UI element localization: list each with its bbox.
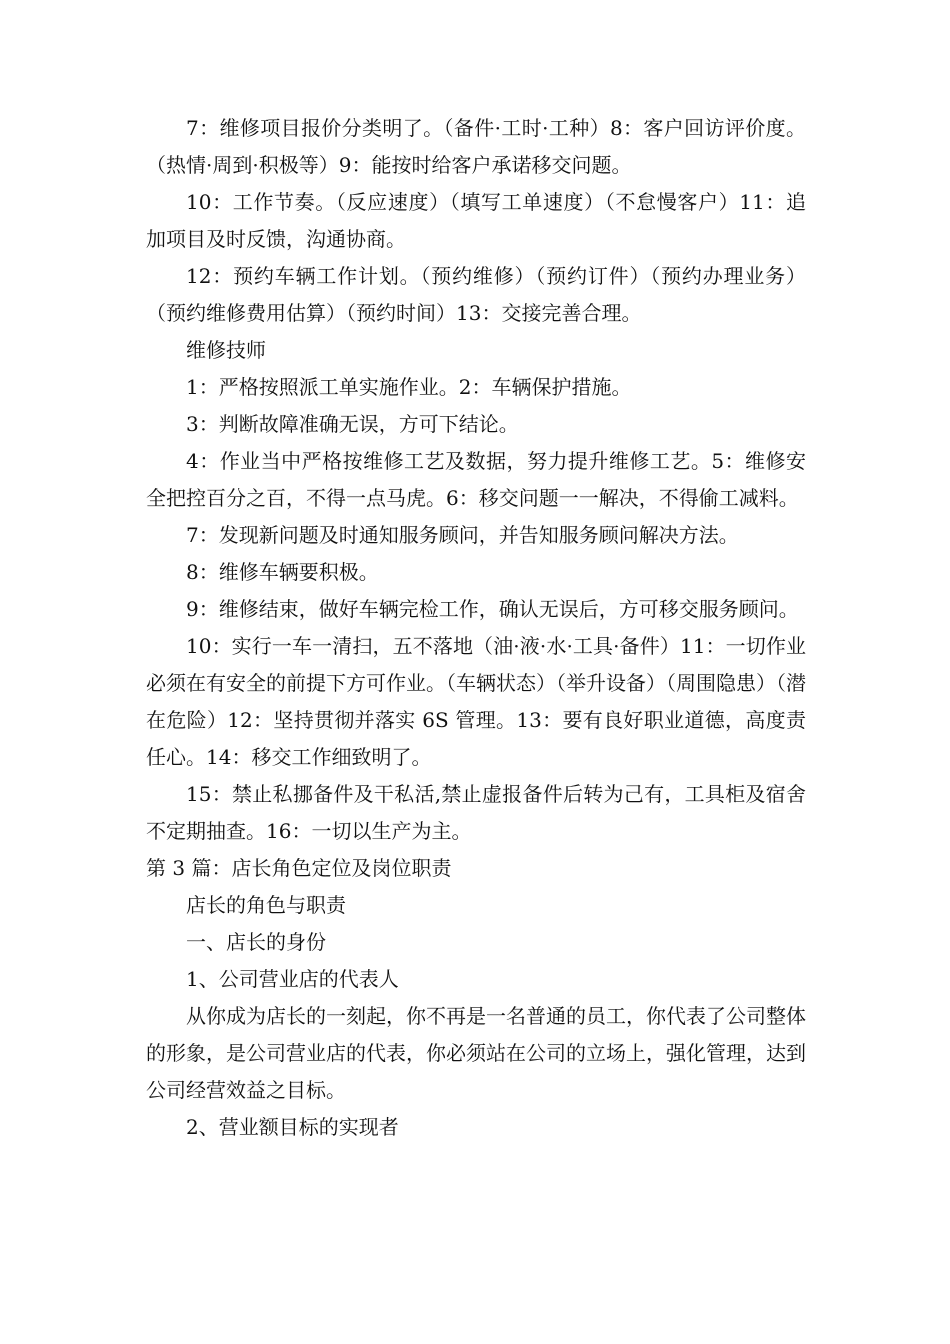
- subsection-heading: 一、店长的身份: [186, 930, 326, 954]
- section-heading: 维修技师: [186, 338, 266, 362]
- section-heading: 店长的角色与职责: [186, 893, 346, 917]
- paragraph: 10：实行一车一清扫，五不落地（油·液·水·工具·备件）11：一切作业必须在有安全的前提下方可作业。（车辆状态）（举升设备）（周围隐患）（潜在危险）12：坚持贯彻并落实 6S 管理。13：要有良好职业道德，高度责任心。14：移交工作细致明了。: [146, 634, 806, 769]
- paragraph: 3：判断故障准确无误，方可下结论。: [186, 412, 519, 436]
- paragraph: 7：维修项目报价分类明了。（备件·工时·工种）8：客户回访评价度。（热情·周到·积极等）9：能按时给客户承诺移交问题。: [146, 116, 806, 177]
- document-body: [146, 110, 806, 1146]
- paragraph: 7：发现新问题及时通知服务顾问，并告知服务顾问解决方法。: [186, 523, 739, 547]
- paragraph: 9：维修结束，做好车辆完检工作，确认无误后，方可移交服务顾问。: [186, 597, 799, 621]
- paragraph: 从你成为店长的一刻起，你不再是一名普通的员工，你代表了公司整体的形象，是公司营业店的代表，你必须站在公司的立场上，强化管理，达到公司经营效益之目标。: [146, 1004, 806, 1102]
- paragraph: 15：禁止私挪备件及干私活,禁止虚报备件后转为己有，工具柜及宿舍不定期抽查。16：一切以生产为主。: [146, 782, 806, 843]
- chapter-title: 第 3 篇：店长角色定位及岗位职责: [146, 856, 452, 880]
- subsection-heading: 1、公司营业店的代表人: [186, 967, 399, 991]
- paragraph: 10：工作节奏。（反应速度）（填写工单速度）（不怠慢客户）11：追加项目及时反馈，沟通协商。: [146, 190, 806, 251]
- paragraph: 1：严格按照派工单实施作业。2：车辆保护措施。: [186, 375, 632, 399]
- subsection-heading: 2、营业额目标的实现者: [186, 1115, 399, 1139]
- paragraph: 8：维修车辆要积极。: [186, 560, 379, 584]
- paragraph: 4：作业当中严格按维修工艺及数据，努力提升维修工艺。5：维修安全把控百分之百，不得一点马虎。6：移交问题一一解决，不得偷工减料。: [146, 449, 806, 510]
- paragraph: 12：预约车辆工作计划。（预约维修）（预约订件）（预约办理业务）（预约维修费用估算）（预约时间）13：交接完善合理。: [146, 264, 806, 325]
